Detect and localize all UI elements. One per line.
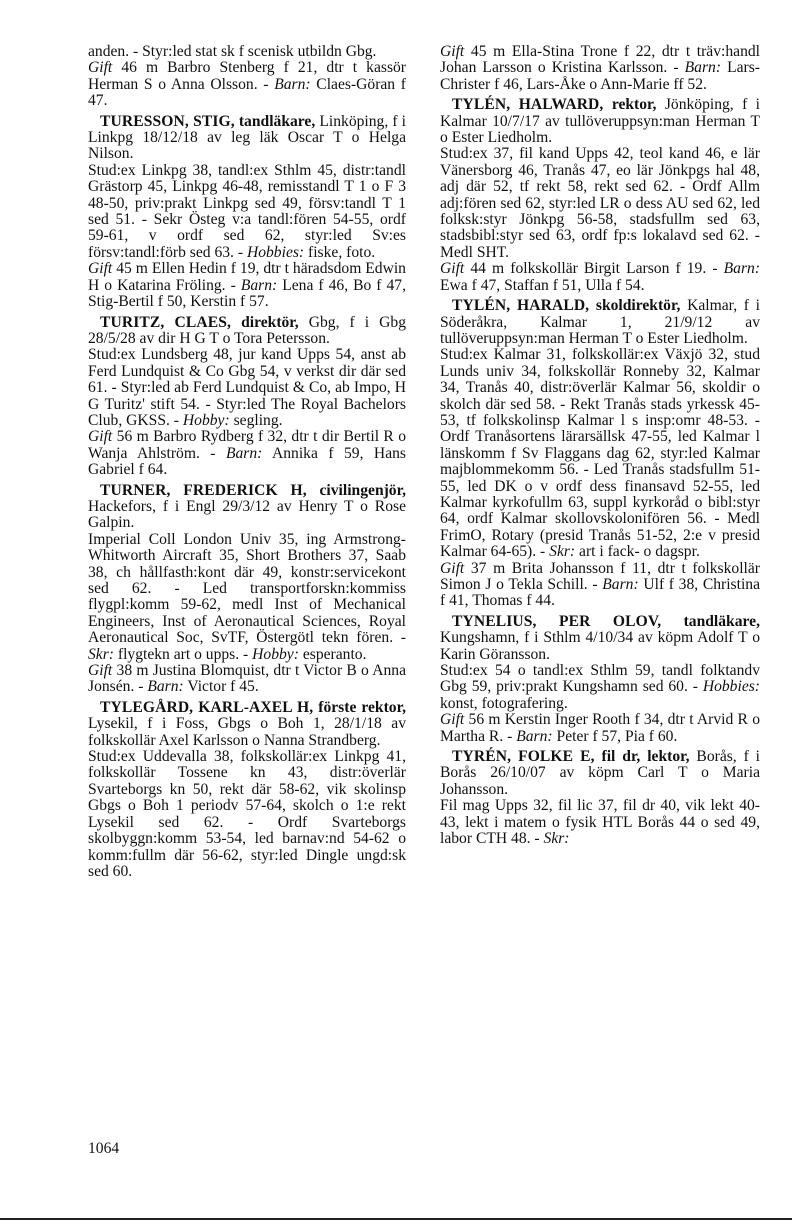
bottom-rule [0,1218,792,1220]
entry-family: Gift 37 m Brita Johansson f 11, dtr t folkskollär Simon J o Tekla Schill. - Barn: Ulf f 38, Christina f 41, Thomas f 44. [440,559,761,610]
entry-title: tandläkare, [683,612,760,630]
entry-career: Imperial Coll London Univ 35, ing Armstrong-Whitworth Aircraft 35, Short Brothers 37, Saab 38, ch hållfasth:kont där 49, konstr:servicekont sed 62. - Led transportforskn:kommiss flygpl:komm 59-62, medl Inst of Mechanical Engineers, Inst of Aeronautical Sciences, Royal Aeronautical Soc, SvTF, Östergötl tekn fören. - Skr: flygtekn art o upps. - Hobby: esperanto. [88,530,406,663]
entry-name: TYRÉN, FOLKE E, [452,748,595,766]
entry-family: Gift 45 m Ellen Hedin f 19, dtr t häradsdom Edwin H o Katarina Fröling. - Barn: Lena f 46, Bo f 47, Stig-Bertil f 50, Kerstin f 57. [88,260,406,311]
entry-title: civilingenjör, [319,481,406,499]
page-number: 1064 [88,1140,120,1157]
entry-name: TURESSON, STIG, [100,112,235,130]
entry-tynelius: TYNELIUS, PER OLOV, tandläkare, Kungshamn, f i Sthlm 4/10/34 av köpm Adolf T o Karin Göransson. [440,612,760,663]
entry-family: Gift 56 m Barbro Rydberg f 32, dtr t dir Bertil R o Wanja Ahlström. - Barn: Annika f 59, Hans Gabriel f 64. [88,428,407,479]
entry-tyren: TYRÉN, FOLKE E, fil dr, lektor, Borås, f i Borås 26/10/07 av köpm Carl T o Maria Johansson. [440,748,760,798]
entry-name: TYLÉN, HALWARD, [452,96,604,114]
entry-family: Gift 56 m Kerstin Inger Rooth f 34, dtr t Arvid R o Martha R. - Barn: Peter f 57, Pia f 60. [440,711,761,745]
entry-career: Stud:ex 37, fil kand Upps 42, teol kand 46, e lär Vänersborg 46, Tranås 47, eo lär Jönkpgs hal 48, adj där 52, tf rekt 58, rekt sed 62. - Ordf Allm adj:fören sed 62, styr:led LR o dess AU sed 62, led folksk:styr Jönkpg 56-58, stadsfullm sed 63, stadsbibl:styr sed 63, ordf fp:s lokalavd sed 62. - Medl SHT. [440,145,760,261]
entry-career: Stud:ex 54 o tandl:ex Sthlm 59, tandl folktandv Gbg 59, priv:prakt Kungshamn sed 60. - Hobbies: konst, fotografering. [440,662,760,712]
entry-career: Stud:ex Kalmar 31, folkskollär:ex Växjö 32, stud Lunds univ 34, folkskollär Ronneby 32, Kalmar 34, Tranås 40, distr:överlär Kalmar 56, skoldir o skolch där sed 58. - Rekt Tranås stads yrkessk 45-53, tf folkskolinsp Kalmar l s insp:omr 48-53. - Ordf Tranåsortens lärarsällsk 47-55, led Kalmar l länskomm f Sv Flaggans dag 62, styr:led Kalmar majblommekomm 56. - Led Tranås stadsfullm 51-55, led DK o v ordf dess finansavd 52-55, led Kalmar kyrkofullm 63, suppl kyrkoråd o bibl:styr 64, ordf Kalmar skollovskolonifören 56. - Medl FrimO, Rotary (presid Tranås 51-52, 2:e v presid Kalmar 64-65). - Skr: art i fack- o dagspr. [440,346,760,561]
continuation-text: anden. - Styr:led stat sk f scenisk utbildn Gbg. [88,43,377,60]
entry-tylen-harald: TYLÉN, HARALD, skoldirektör, Kalmar, f i Söderåkra, Kalmar 1, 21/9/12 av tullöveruppsyn:man Herman T o Ester Liedholm. [440,297,760,347]
entry-name: TYLEGÅRD, KARL-AXEL H, [100,698,314,716]
entry-career: Fil mag Upps 32, fil lic 37, fil dr 40, vik lekt 40-43, lekt i matem o fysik HTL Borås 44 o sed 49, labor CTH 48. - Skr: [440,797,760,848]
entry-name: TYNELIUS, PER OLOV, [452,612,662,630]
entry-turner: TURNER, FREDERICK H, civilingenjör, Hackefors, f i Engl 29/3/12 av Henry T o Rose Galpin. [88,481,406,532]
entry-title: fil dr, lektor, [601,748,690,766]
entry-title: förste rektor, [318,698,406,716]
entry-title: skoldirektör, [595,297,681,315]
continuation-family: Gift 46 m Barbro Stenberg f 21, dtr t kassör Herman S o Anna Olsson. - Barn: Claes-Göran f 47. [88,59,406,110]
entry-tylen-halward: TYLÉN, HALWARD, rektor, Jönköping, f i Kalmar 10/7/17 av tullöveruppsyn:man Herman T o Ester Liedholm. [440,96,760,147]
entry-name: TURNER, FREDERICK H, [100,481,307,499]
entry-career: Stud:ex Lundsberg 48, jur kand Upps 54, anst ab Ferd Lundquist & Co Gbg 54, v verkst dir där sed 61. - Styr:led ab Ferd Lundquist & Co, ab Impo, H G Turitz' stift 54. - Styr:led The Royal Bachelors Club, GKSS. - Hobby: segling. [88,346,406,429]
entry-title: tandläkare, [238,112,316,130]
entry-title: direktör, [241,313,299,331]
entry-turitz: TURITZ, CLAES, direktör, Gbg, f i Gbg 28/5/28 av dir H G T o Tora Petersson. [88,313,406,347]
entry-title: rektor, [611,96,657,114]
entry-turesson: TURESSON, STIG, tandläkare, Linköping, f i Linkpg 18/12/18 av leg läk Oscar T o Helga Nilson. [88,112,406,163]
left-column [88,44,406,880]
continuation-family: Gift 45 m Ella-Stina Trone f 22, dtr t träv:handl Johan Larsson o Kristina Karlsson. - Barn: Lars-Christer f 46, Lars-Åke o Ann-Marie ff 52. [440,43,761,93]
right-column [440,44,760,848]
entry-tylegard: TYLEGÅRD, KARL-AXEL H, förste rektor, Lysekil, f i Foss, Gbgs o Boh 1, 28/1/18 av folkskollär Axel Karlsson o Nanna Strandberg. [88,698,406,749]
entry-career: Stud:ex Uddevalla 38, folkskollär:ex Linkpg 41, folkskollär Tossene kn 43, distr:överlär Svarteborgs kn 50, rekt där 58-62, vik skolinsp Gbgs o Boh 1 periodv 57-64, skolch o 1:e rekt Lysekil sed 62. - Ordf Svarteborgs skolbyggn:komm 53-54, led barnav:nd 54-62 o komm:fullm där 56-62, styr:led Dingle ungd:sk sed 60. [88,748,406,880]
entry-family: Gift 38 m Justina Blomquist, dtr t Victor B o Anna Jonsén. - Barn: Victor f 45. [88,662,406,696]
entry-family: Gift 44 m folkskollär Birgit Larson f 19. - Barn: Ewa f 47, Staffan f 51, Ulla f 54. [440,260,761,294]
entry-name: TURITZ, CLAES, [100,313,232,331]
entry-career: Stud:ex Linkpg 38, tandl:ex Sthlm 45, distr:tandl Grästorp 45, Linkpg 46-48, remisstandl T 1 o F 3 48-50, priv:prakt Linkpg sed 49, försv:tandl T 1 sed 51. - Sekr Östeg v:a tandl:fören 54-55, ordf 59-61, v ordf sed 62, styr:led Sv:es försv:tandl:förb sed 63. - Hobbies: fiske, foto. [88,161,406,261]
entry-name: TYLÉN, HARALD, [452,297,590,315]
